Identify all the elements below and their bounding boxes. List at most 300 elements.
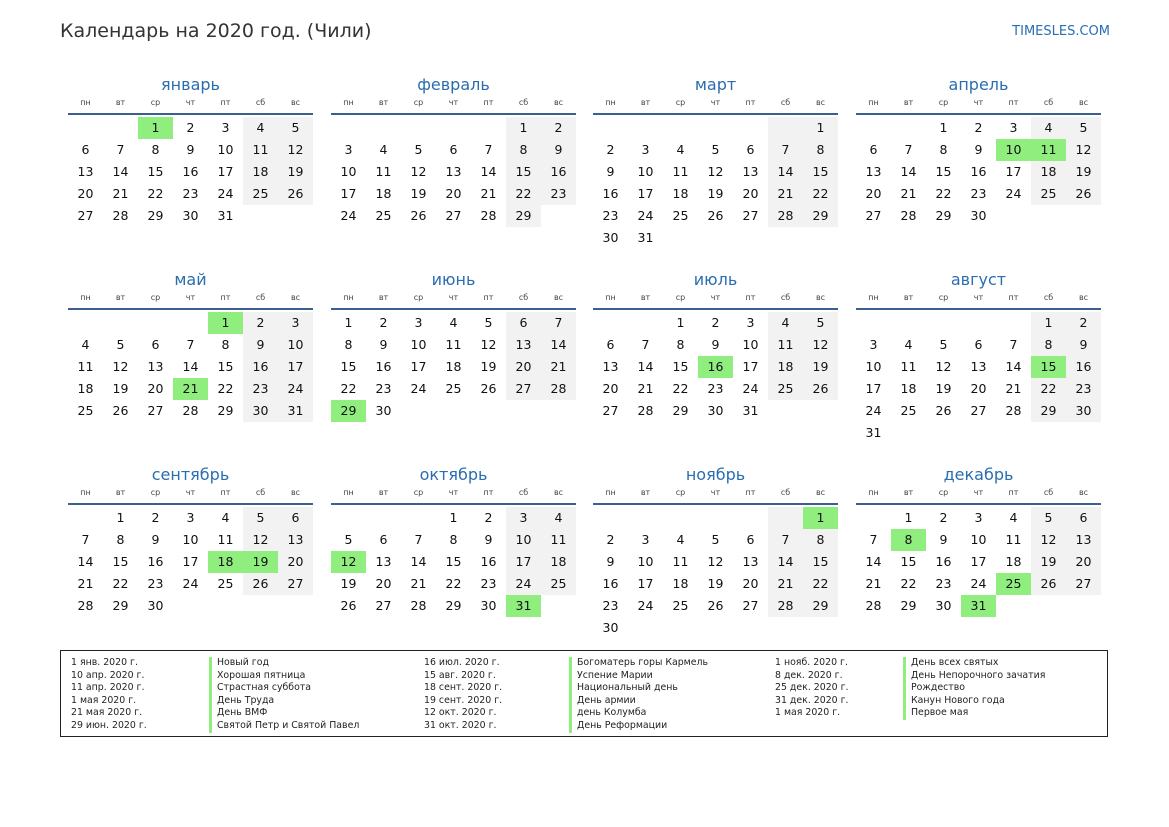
day-cell: 13 <box>515 337 532 352</box>
weekday-label: вс <box>290 488 301 497</box>
day-cell: 10 <box>637 554 654 569</box>
month-divider <box>593 503 838 505</box>
day-cell: 27 <box>1075 576 1092 591</box>
day-cell: 16 <box>602 186 619 201</box>
weekday-label: пт <box>745 293 756 302</box>
day-cell: 6 <box>379 532 388 547</box>
day-grid <box>68 117 313 249</box>
day-cell: 19 <box>410 186 427 201</box>
day-cell: 24 <box>637 598 654 613</box>
day-cell: 9 <box>711 337 720 352</box>
legend-holiday-name: День Реформации <box>569 720 708 733</box>
day-cell: 13 <box>602 359 619 374</box>
day-cell: 19 <box>1075 164 1092 179</box>
month-name: февраль <box>417 75 490 94</box>
day-cell: 16 <box>252 359 269 374</box>
weekday-header <box>593 97 838 109</box>
day-cell: 9 <box>186 142 195 157</box>
day-cell: 18 <box>672 186 689 201</box>
day-cell: 6 <box>151 337 160 352</box>
day-cell: 19 <box>707 186 724 201</box>
day-cell: 7 <box>484 142 493 157</box>
day-cell: 30 <box>970 208 987 223</box>
day-cell: 26 <box>340 598 357 613</box>
day-cell: 29 <box>112 598 129 613</box>
day-grid <box>331 117 576 249</box>
day-cell: 26 <box>1040 576 1057 591</box>
day-cell: 31 <box>637 230 654 245</box>
weekday-label: вт <box>115 98 126 107</box>
day-cell: 16 <box>182 164 199 179</box>
day-grid <box>68 312 313 444</box>
day-cell: 24 <box>865 403 882 418</box>
day-cell: 17 <box>1005 164 1022 179</box>
day-cell: 9 <box>939 532 948 547</box>
day-cell: 14 <box>865 554 882 569</box>
weekday-label: ср <box>413 293 424 302</box>
weekday-label: ср <box>938 488 949 497</box>
month-name: июль <box>693 270 738 289</box>
day-cell: 28 <box>550 381 567 396</box>
day-cell: 10 <box>865 359 882 374</box>
day-cell: 6 <box>291 510 300 525</box>
day-cell: 30 <box>147 598 164 613</box>
day-cell: 24 <box>287 381 304 396</box>
weekday-label: чт <box>448 98 459 107</box>
day-cell: 21 <box>480 186 497 201</box>
weekday-label: вс <box>553 293 564 302</box>
day-cell: 19 <box>112 381 129 396</box>
weekday-header <box>856 292 1101 304</box>
day-cell: 1 <box>676 315 685 330</box>
weekday-label: сб <box>255 293 266 302</box>
legend-holiday-name: Успение Марии <box>569 670 708 683</box>
day-cell: 19 <box>1040 554 1057 569</box>
weekday-label: пт <box>1008 293 1019 302</box>
day-cell: 17 <box>287 359 304 374</box>
day-cell: 28 <box>182 403 199 418</box>
day-cell: 11 <box>375 164 392 179</box>
day-cell: 29 <box>812 208 829 223</box>
day-cell: 30 <box>602 230 619 245</box>
day-cell: 5 <box>414 142 423 157</box>
day-cell: 4 <box>554 510 563 525</box>
holiday-day-cell: 16 <box>698 356 733 378</box>
month-name: декабрь <box>943 465 1014 484</box>
day-cell: 3 <box>414 315 423 330</box>
weekday-label: сб <box>1043 293 1054 302</box>
weekday-header <box>331 292 576 304</box>
day-cell: 27 <box>742 598 759 613</box>
day-cell: 15 <box>340 359 357 374</box>
day-cell: 8 <box>676 337 685 352</box>
day-cell: 7 <box>414 532 423 547</box>
weekday-label: пт <box>1008 488 1019 497</box>
holiday-day-cell: 12 <box>331 551 366 573</box>
day-cell: 2 <box>256 315 265 330</box>
day-cell: 6 <box>606 337 615 352</box>
day-cell: 21 <box>1005 381 1022 396</box>
day-cell: 29 <box>900 598 917 613</box>
day-cell: 16 <box>970 164 987 179</box>
day-cell: 22 <box>900 576 917 591</box>
day-cell: 16 <box>1075 359 1092 374</box>
day-cell: 3 <box>746 315 755 330</box>
month-name: ноябрь <box>685 465 746 484</box>
weekday-label: пт <box>745 98 756 107</box>
day-cell: 24 <box>182 576 199 591</box>
day-cell: 9 <box>151 532 160 547</box>
legend-date: 31 дек. 2020 г. <box>775 694 849 706</box>
weekday-label: ср <box>150 98 161 107</box>
day-cell: 27 <box>602 403 619 418</box>
day-cell: 11 <box>672 164 689 179</box>
day-cell: 20 <box>375 576 392 591</box>
day-cell: 25 <box>445 381 462 396</box>
day-cell: 5 <box>344 532 353 547</box>
weekday-label: ср <box>413 488 424 497</box>
holiday-day-cell: 21 <box>173 378 208 400</box>
holiday-day-cell: 31 <box>506 595 541 617</box>
day-cell: 11 <box>217 532 234 547</box>
day-cell: 8 <box>151 142 160 157</box>
day-cell: 28 <box>77 598 94 613</box>
day-cell: 31 <box>865 425 882 440</box>
day-cell: 20 <box>742 186 759 201</box>
legend-holiday-name: Страстная суббота <box>209 682 359 695</box>
day-cell: 24 <box>742 381 759 396</box>
day-cell: 30 <box>602 620 619 635</box>
day-cell: 19 <box>480 359 497 374</box>
day-cell: 19 <box>707 576 724 591</box>
weekday-label: вс <box>553 98 564 107</box>
day-cell: 26 <box>410 208 427 223</box>
day-cell: 4 <box>676 532 685 547</box>
legend-date: 11 апр. 2020 г. <box>71 682 145 694</box>
weekday-label: чт <box>185 98 196 107</box>
day-cell: 19 <box>340 576 357 591</box>
day-cell: 14 <box>900 164 917 179</box>
day-cell: 6 <box>869 142 878 157</box>
day-cell: 12 <box>707 164 724 179</box>
weekday-label: ср <box>150 488 161 497</box>
day-cell: 30 <box>1075 403 1092 418</box>
day-cell: 13 <box>375 554 392 569</box>
day-grid <box>593 117 838 249</box>
holiday-day-cell: 19 <box>243 551 278 573</box>
weekday-label: вт <box>378 98 389 107</box>
day-cell: 28 <box>900 208 917 223</box>
month-divider <box>856 113 1101 115</box>
day-cell: 15 <box>900 554 917 569</box>
day-cell: 28 <box>1005 403 1022 418</box>
day-cell: 26 <box>935 403 952 418</box>
day-cell: 22 <box>935 186 952 201</box>
month-block <box>856 270 1101 450</box>
day-cell: 2 <box>606 142 615 157</box>
weekday-label: ср <box>675 293 686 302</box>
day-cell: 2 <box>554 120 563 135</box>
day-cell: 11 <box>777 337 794 352</box>
day-cell: 20 <box>147 381 164 396</box>
month-divider <box>593 308 838 310</box>
day-grid <box>856 312 1101 444</box>
day-cell: 22 <box>812 576 829 591</box>
weekday-label: вт <box>903 488 914 497</box>
weekday-label: сб <box>518 488 529 497</box>
day-cell: 14 <box>112 164 129 179</box>
legend-holiday-name: День ВМФ <box>209 707 359 720</box>
day-cell: 10 <box>217 142 234 157</box>
day-cell: 9 <box>484 532 493 547</box>
holiday-day-cell: 8 <box>891 529 926 551</box>
day-cell: 20 <box>970 381 987 396</box>
day-cell: 5 <box>256 510 265 525</box>
month-name: август <box>950 270 1007 289</box>
month-block <box>331 465 576 645</box>
day-cell: 24 <box>340 208 357 223</box>
day-cell: 27 <box>742 208 759 223</box>
legend-date: 21 мая 2020 г. <box>71 707 143 719</box>
day-cell: 25 <box>375 208 392 223</box>
holiday-day-cell: 1 <box>208 312 243 334</box>
day-cell: 11 <box>445 337 462 352</box>
weekday-label: сб <box>518 98 529 107</box>
day-cell: 24 <box>1005 186 1022 201</box>
weekday-label: пт <box>483 98 494 107</box>
day-cell: 5 <box>711 532 720 547</box>
day-cell: 21 <box>550 359 567 374</box>
legend-holiday-name: Новый год <box>209 657 359 670</box>
day-cell: 7 <box>781 532 790 547</box>
weekday-label: чт <box>448 293 459 302</box>
day-cell: 25 <box>672 598 689 613</box>
day-cell: 20 <box>1075 554 1092 569</box>
weekday-label: вс <box>815 488 826 497</box>
day-grid <box>593 507 838 639</box>
month-block <box>593 465 838 645</box>
day-cell: 28 <box>777 598 794 613</box>
day-cell: 7 <box>904 142 913 157</box>
day-cell: 11 <box>672 554 689 569</box>
day-cell: 15 <box>445 554 462 569</box>
weekday-label: чт <box>448 488 459 497</box>
day-cell: 22 <box>445 576 462 591</box>
holiday-day-cell: 1 <box>138 117 173 139</box>
day-cell: 17 <box>637 576 654 591</box>
month-name: июнь <box>431 270 476 289</box>
legend-holiday-name: День всех святых <box>903 657 1045 670</box>
legend-date: 1 мая 2020 г. <box>775 707 841 719</box>
day-cell: 29 <box>515 208 532 223</box>
day-cell: 30 <box>252 403 269 418</box>
weekday-label: пт <box>483 293 494 302</box>
day-cell: 25 <box>777 381 794 396</box>
day-cell: 2 <box>379 315 388 330</box>
day-cell: 20 <box>287 554 304 569</box>
day-cell: 4 <box>781 315 790 330</box>
day-cell: 4 <box>904 337 913 352</box>
day-grid <box>68 507 313 639</box>
day-cell: 4 <box>379 142 388 157</box>
day-cell: 17 <box>515 554 532 569</box>
day-grid <box>593 312 838 444</box>
day-cell: 17 <box>865 381 882 396</box>
day-cell: 24 <box>515 576 532 591</box>
legend-date: 15 авг. 2020 г. <box>424 669 496 681</box>
day-cell: 10 <box>515 532 532 547</box>
weekday-label: сб <box>780 488 791 497</box>
month-divider <box>68 113 313 115</box>
day-cell: 4 <box>81 337 90 352</box>
day-cell: 1 <box>449 510 458 525</box>
day-cell: 14 <box>410 554 427 569</box>
weekday-label: вт <box>378 488 389 497</box>
day-grid <box>856 117 1101 249</box>
day-cell: 4 <box>1044 120 1053 135</box>
day-cell: 29 <box>1040 403 1057 418</box>
weekday-label: сб <box>1043 98 1054 107</box>
day-cell: 12 <box>935 359 952 374</box>
day-cell: 13 <box>1075 532 1092 547</box>
month-block <box>856 75 1101 255</box>
legend-names-column <box>569 657 708 733</box>
day-cell: 12 <box>480 337 497 352</box>
day-cell: 9 <box>606 164 615 179</box>
weekday-label: вт <box>903 293 914 302</box>
day-cell: 8 <box>344 337 353 352</box>
day-cell: 18 <box>1040 164 1057 179</box>
day-cell: 23 <box>602 598 619 613</box>
legend-holiday-name: Первое мая <box>903 707 1045 720</box>
day-cell: 8 <box>449 532 458 547</box>
weekday-label: вс <box>553 488 564 497</box>
month-block <box>331 75 576 255</box>
day-cell: 25 <box>672 208 689 223</box>
day-cell: 10 <box>970 532 987 547</box>
weekday-label: чт <box>710 98 721 107</box>
weekday-label: чт <box>185 488 196 497</box>
day-cell: 27 <box>287 576 304 591</box>
weekday-label: ср <box>938 293 949 302</box>
day-cell: 14 <box>480 164 497 179</box>
day-cell: 6 <box>974 337 983 352</box>
month-name: май <box>174 270 207 289</box>
month-divider <box>331 113 576 115</box>
month-name: январь <box>161 75 220 94</box>
day-cell: 3 <box>344 142 353 157</box>
day-cell: 2 <box>484 510 493 525</box>
legend-date: 18 сент. 2020 г. <box>424 682 503 694</box>
day-cell: 26 <box>1075 186 1092 201</box>
day-cell: 25 <box>550 576 567 591</box>
holiday-day-cell: 18 <box>208 551 243 573</box>
weekday-label: сб <box>780 98 791 107</box>
weekday-label: чт <box>185 293 196 302</box>
day-cell: 8 <box>816 142 825 157</box>
weekday-label: вт <box>640 98 651 107</box>
day-cell: 28 <box>865 598 882 613</box>
day-cell: 25 <box>1040 186 1057 201</box>
day-cell: 9 <box>606 554 615 569</box>
day-cell: 6 <box>746 142 755 157</box>
holiday-day-cell: 31 <box>961 595 996 617</box>
weekday-label: пт <box>1008 98 1019 107</box>
legend-holiday-name: Рождество <box>903 682 1045 695</box>
weekday-header <box>68 97 313 109</box>
day-cell: 2 <box>186 120 195 135</box>
day-cell: 12 <box>1075 142 1092 157</box>
legend-date: 8 дек. 2020 г. <box>775 669 843 681</box>
day-cell: 28 <box>637 403 654 418</box>
legend-dates-column <box>424 657 502 733</box>
weekday-label: пт <box>745 488 756 497</box>
day-cell: 7 <box>641 337 650 352</box>
month-block <box>856 465 1101 645</box>
day-cell: 24 <box>970 576 987 591</box>
day-cell: 21 <box>900 186 917 201</box>
day-cell: 18 <box>252 164 269 179</box>
day-cell: 3 <box>869 337 878 352</box>
day-cell: 13 <box>445 164 462 179</box>
site-link[interactable]: TIMESLES.COM <box>1012 24 1110 39</box>
day-cell: 24 <box>637 208 654 223</box>
day-cell: 15 <box>112 554 129 569</box>
day-cell: 21 <box>865 576 882 591</box>
day-cell: 8 <box>1044 337 1053 352</box>
day-cell: 20 <box>515 359 532 374</box>
day-cell: 17 <box>182 554 199 569</box>
day-cell: 5 <box>1079 120 1088 135</box>
day-cell: 28 <box>112 208 129 223</box>
month-divider <box>68 308 313 310</box>
day-cell: 26 <box>707 208 724 223</box>
day-cell: 16 <box>375 359 392 374</box>
day-cell: 18 <box>900 381 917 396</box>
holiday-day-cell: 15 <box>1031 356 1066 378</box>
weekday-label: пн <box>868 98 879 107</box>
legend-date: 29 июн. 2020 г. <box>71 719 147 731</box>
day-cell: 13 <box>865 164 882 179</box>
day-cell: 14 <box>777 164 794 179</box>
day-cell: 12 <box>410 164 427 179</box>
day-cell: 10 <box>182 532 199 547</box>
legend-holiday-name: День Непорочного зачатия <box>903 670 1045 683</box>
weekday-label: пн <box>868 293 879 302</box>
month-block <box>68 465 313 645</box>
legend-date: 1 нояб. 2020 г. <box>775 657 848 668</box>
day-cell: 13 <box>287 532 304 547</box>
day-cell: 23 <box>550 186 567 201</box>
day-cell: 11 <box>77 359 94 374</box>
day-cell: 26 <box>480 381 497 396</box>
day-cell: 8 <box>816 532 825 547</box>
legend-holiday-name: день Колумба <box>569 707 708 720</box>
day-cell: 29 <box>935 208 952 223</box>
weekday-label: пт <box>220 98 231 107</box>
day-cell: 16 <box>147 554 164 569</box>
day-cell: 21 <box>77 576 94 591</box>
legend-date: 25 дек. 2020 г. <box>775 682 849 694</box>
day-cell: 31 <box>217 208 234 223</box>
day-cell: 2 <box>151 510 160 525</box>
day-cell: 4 <box>676 142 685 157</box>
day-cell: 13 <box>147 359 164 374</box>
day-cell: 30 <box>182 208 199 223</box>
legend-holiday-name: День Труда <box>209 695 359 708</box>
day-cell: 23 <box>252 381 269 396</box>
month-block <box>331 270 576 450</box>
